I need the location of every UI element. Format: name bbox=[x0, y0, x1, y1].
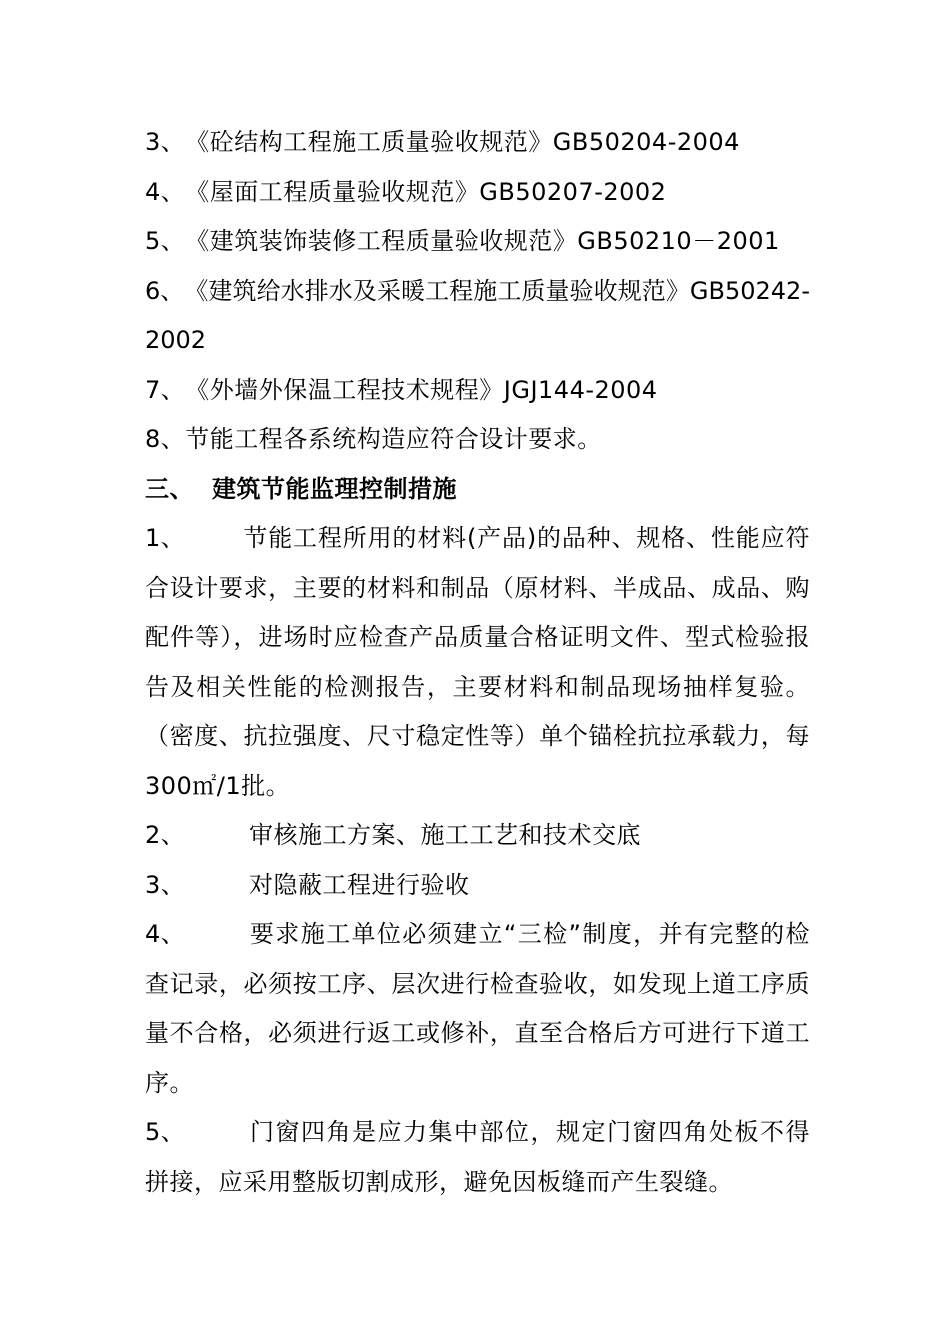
document-body bbox=[145, 118, 810, 1207]
standard-item bbox=[145, 366, 810, 416]
measure-item bbox=[145, 514, 810, 811]
standard-item bbox=[145, 415, 810, 465]
standard-item bbox=[145, 118, 810, 168]
item-text: 《屋面工程质量验收规范》GB50207-2002 bbox=[185, 177, 667, 206]
measure-item bbox=[145, 861, 810, 911]
measure-item bbox=[145, 910, 810, 1108]
item-number: 1、 bbox=[145, 524, 186, 552]
section-number: 三、 bbox=[145, 474, 194, 503]
item-text: 《外墙外保温工程技术规程》JGJ144-2004 bbox=[185, 375, 658, 404]
standard-item bbox=[145, 267, 810, 366]
item-number: 8、 bbox=[145, 425, 186, 453]
item-text: 《砼结构工程施工质量验收规范》GB50204-2004 bbox=[185, 128, 740, 156]
item-text: 节能工程各系统构造应符合设计要求。 bbox=[185, 425, 602, 453]
measure-item bbox=[145, 1108, 810, 1207]
item-text: 对隐蔽工程进行验收 bbox=[249, 870, 470, 899]
item-text: 《建筑给水排水及采暖工程施工质量验收规范》GB50242-2002 bbox=[145, 276, 810, 354]
item-number: 6、 bbox=[145, 276, 185, 305]
item-number: 7、 bbox=[145, 375, 186, 404]
item-number: 3、 bbox=[145, 870, 186, 899]
item-text: 《建筑装饰装修工程质量验收规范》GB50210－2001 bbox=[185, 227, 780, 255]
item-number: 5、 bbox=[145, 1118, 186, 1146]
standard-item bbox=[145, 168, 810, 218]
item-text: 节能工程所用的材料(产品)的品种、规格、性能应符合设计要求，主要的材料和制品（原材料、半成品、成品、购配件等），进场时应检查产品质量合格证明文件、型式检验报告及相关性能的检测报告，主要材料和制品现场抽样复验。（密度、抗拉强度、尺寸稳定性等）单个锚栓抗拉承载力，每300㎡/1批。 bbox=[145, 524, 810, 800]
item-text: 要求施工单位必须建立“三检”制度，并有完整的检查记录，必须按工序、层次进行检查验收，如发现上道工序质量不合格，必须进行返工或修补，直至合格后方可进行下道工序。 bbox=[145, 920, 810, 1097]
item-text: 门窗四角是应力集中部位，规定门窗四角处板不得拼接，应采用整版切割成形，避免因板缝而产生裂缝。 bbox=[145, 1118, 810, 1196]
standard-item bbox=[145, 217, 810, 267]
item-number: 4、 bbox=[145, 177, 186, 206]
measure-item bbox=[145, 811, 810, 861]
item-number: 4、 bbox=[145, 920, 186, 948]
item-number: 3、 bbox=[145, 128, 186, 156]
item-number: 2、 bbox=[145, 821, 186, 849]
section-heading bbox=[145, 465, 810, 515]
section-title: 建筑节能监理控制措施 bbox=[212, 474, 457, 503]
item-text: 审核施工方案、施工工艺和技术交底 bbox=[249, 821, 641, 849]
item-number: 5、 bbox=[145, 227, 186, 255]
